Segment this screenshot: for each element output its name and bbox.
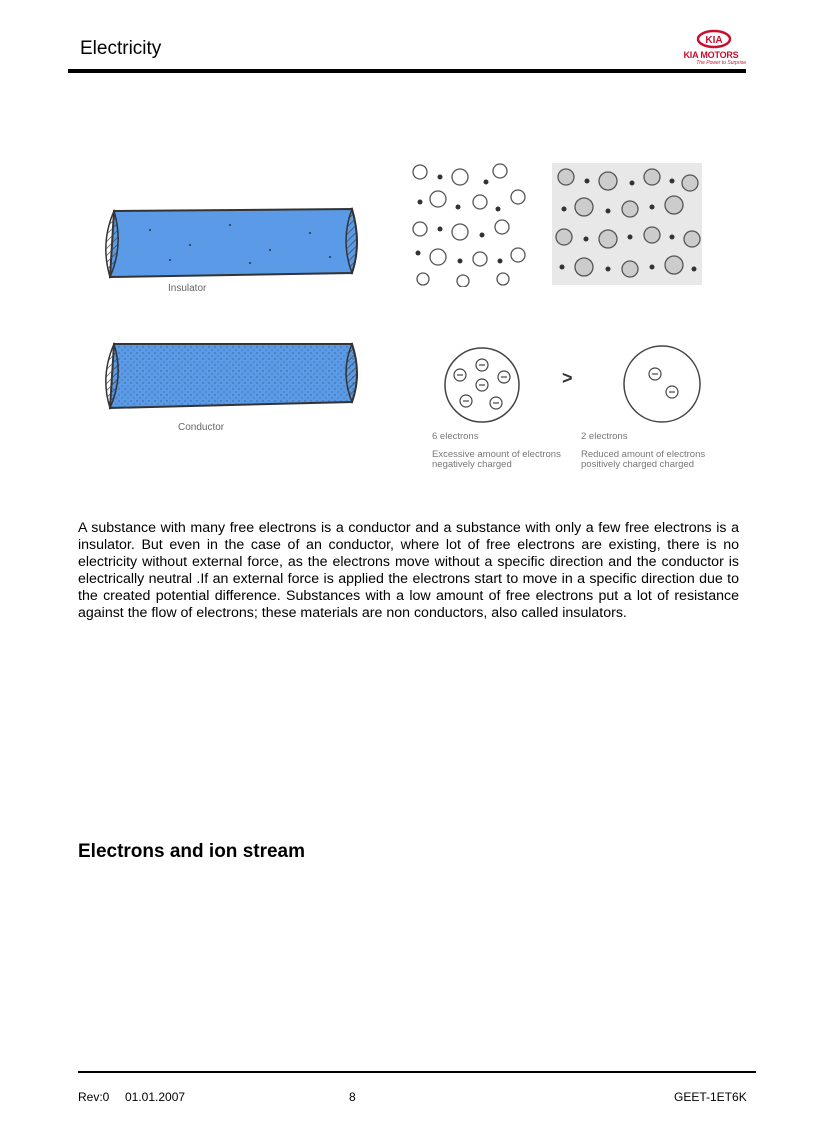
positive-atom-illustration — [620, 342, 704, 426]
footer-divider — [78, 1071, 756, 1073]
negative-atom-count: 6 electrons — [432, 431, 479, 442]
kia-motors-logo — [676, 28, 746, 68]
footer-date: 01.01.2007 — [125, 1090, 186, 1104]
logo-mark-text: KIA — [705, 35, 723, 46]
insulator-lattice-illustration — [408, 157, 530, 287]
comparison-symbol: > — [562, 368, 573, 388]
conductor-caption: Conductor — [178, 422, 225, 433]
negative-atom-illustration — [438, 345, 526, 425]
positive-atom-count: 2 electrons — [581, 431, 628, 442]
insulator-illustration — [100, 205, 362, 285]
kia-oval-icon — [676, 28, 746, 52]
body-paragraph: A substance with many free electrons is a conductor and a substance with only a few free electrons is a insulator. But even in the case of an conductor, where lot of free electrons are existing, there is no electricity without external force, as the electrons move without a specific direction and the conductor is electrically neutral .If an external force is applied the electrons start to move in a specific direction due to the created potential difference. Substances with a low amount of free electrons put a lot of resistance against the flow of electrons; these materials are non conductors, also called insulators. — [78, 520, 739, 621]
logo-brand: KIA MOTORS — [683, 50, 739, 60]
negative-atom-description: Excessive amount of electrons negatively charged — [432, 449, 561, 470]
page-title: Electricity — [80, 38, 162, 59]
insulator-caption: Insulator — [168, 283, 207, 294]
header-divider — [68, 69, 746, 73]
conductor-illustration — [100, 340, 362, 415]
positive-atom-description: Reduced amount of electrons positively charged charged — [581, 449, 706, 470]
conductor-lattice-illustration — [552, 163, 702, 285]
document-code: GEET-1ET6K — [674, 1090, 747, 1104]
page-number: 8 — [349, 1090, 356, 1104]
logo-tagline: The Power to Surprise — [696, 60, 746, 66]
section-heading: Electrons and ion stream — [78, 841, 306, 862]
footer-revision: Rev:0 — [78, 1090, 110, 1104]
